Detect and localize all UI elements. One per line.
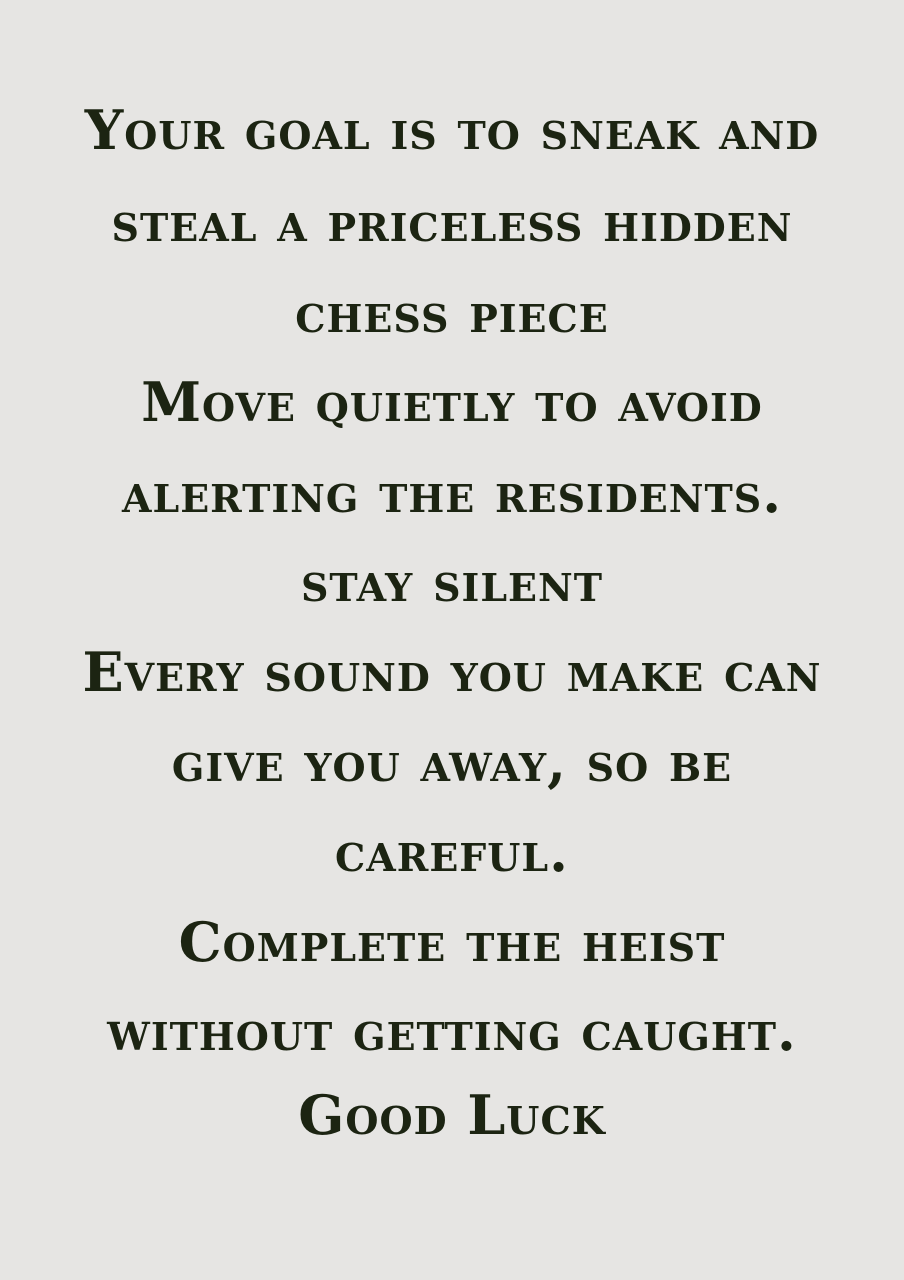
intro-line-6: stay silent — [300, 550, 604, 614]
intro-line-7: Every sound you make can — [82, 640, 822, 704]
good-luck-text: Good Luck — [298, 1083, 606, 1147]
intro-line-4: Move quietly to avoid — [141, 370, 763, 434]
intro-line-10: Complete the heist — [178, 910, 726, 974]
intro-line-9: careful. — [335, 820, 569, 884]
intro-line-2: steal a priceless hidden — [111, 190, 793, 254]
intro-line-5: alerting the residents. — [122, 461, 782, 525]
intro-line-8: give you away, so be — [171, 730, 733, 794]
intro-line-11: without getting caught. — [107, 999, 797, 1063]
intro-line-1: Your goal is to sneak and — [84, 98, 820, 162]
intro-line-3: chess piece — [295, 281, 609, 345]
